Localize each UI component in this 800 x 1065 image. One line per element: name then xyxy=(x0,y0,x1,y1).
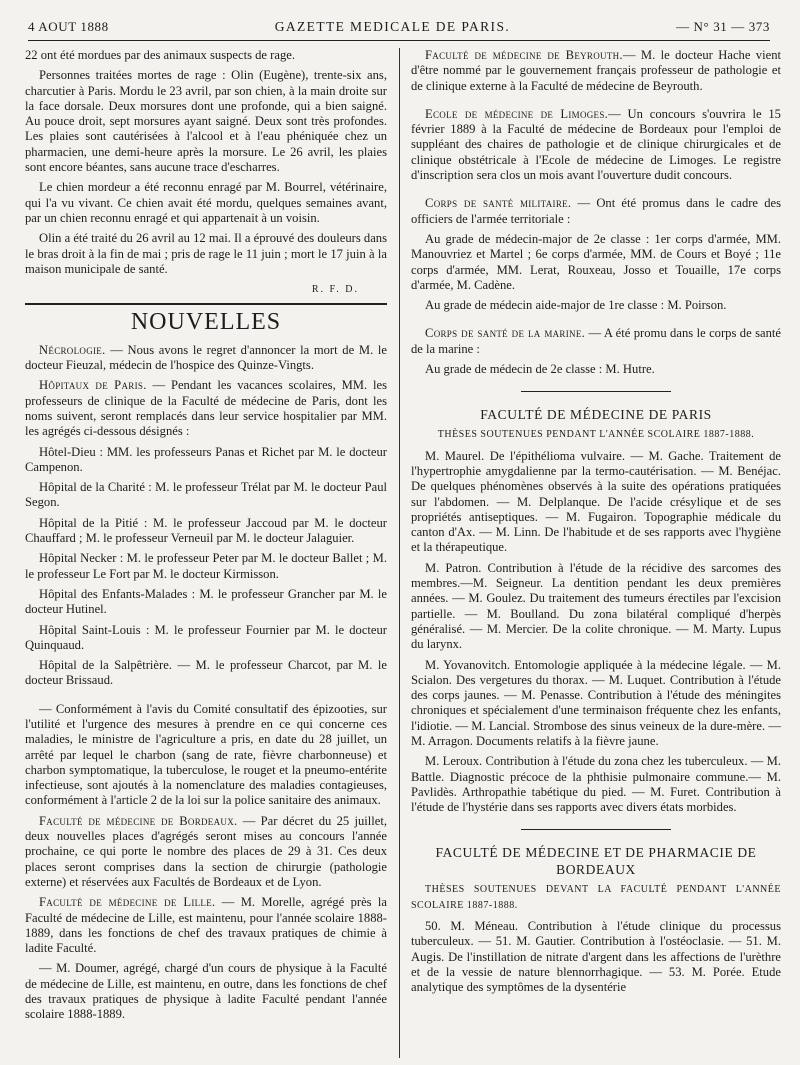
paris-thesis-paragraph: M. Patron. Contribution à l'étude de la récidive des sarcomes des membres.—M. Seigneur. La dentition pendant les deux premières années. — M. Goulez. Du traitement des tumeurs érectiles par l'excision partielle. — M. Boulland. Du zona bilatéral compliqué d'herpès généralisé. — M. Mercier. De la colite chronique. — M. Marty. Lupus du larynx. xyxy=(411,560,781,652)
militaire-label: Corps de santé militaire. xyxy=(425,196,572,211)
marine-text: — A été promu dans le corps de santé de la marine : xyxy=(411,326,781,356)
bordeaux-text: — Par décret du 25 juillet, deux nouvelles places d'agrégés seront mises au concours l'année prochaine, ce qui porte le nombre des places de 29 à 31. Ces deux places seront comprises dans la section de chirurgie (pathologie externe) et réservées aux Facultés de Bordeaux et de Lyon. xyxy=(25,813,387,889)
paris-thesis-paragraph: M. Leroux. Contribution à l'étude du zona chez les tuberculeux. — M. Battle. Diagnostic précoce de la phthisie pulmonaire commune.— M. Pavlidès. Arthropathie tabétique du pied. — M. Furet. Contribution à l'étude de l'hystérie dans ses rapports avec divers états morbides. xyxy=(411,754,781,815)
header-date: 4 AOUT 1888 xyxy=(28,19,109,34)
page-header xyxy=(28,14,770,41)
header-issue: — N° 31 — 373 xyxy=(676,19,770,34)
column-divider xyxy=(399,48,400,1058)
hopital-item: Hôpital de la Charité : M. le professeur Trélat par M. le docteur Paul Segon. xyxy=(25,480,387,510)
bordeaux-paragraph xyxy=(25,814,387,890)
lille-text: — M. Morelle, agrégé près la Faculté de médecine de Lille, est maintenu, pour l'année scolaire 1888-1889, dans les fonctions de chef des travaux pratiques de chimie à ladite Faculté. xyxy=(25,895,387,956)
paris-theses-title: FACULTÉ DE MÉDECINE DE PARIS xyxy=(480,407,712,423)
bordeaux-theses-subtitle: THÈSES SOUTENUES DEVANT LA FACULTÉ PENDANT L'ANNÉE SCOLAIRE 1887-1888. xyxy=(411,884,781,911)
hopitaux-paragraph xyxy=(25,378,387,439)
necrologie-paragraph xyxy=(25,343,387,374)
lille-label: Faculté de médecine de Lille. xyxy=(39,895,216,910)
hopital-item: Hôpital de la Salpêtrière. — M. le professeur Charcot, par M. le docteur Brissaud. xyxy=(25,658,387,688)
marine-paragraph xyxy=(411,326,781,357)
militaire-item: Au grade de médecin-major de 2e classe : 1er corps d'armée, MM. Manouvriez et Martel ; 6e corps d'armée, MM. de Cours et Boyé ; 11e corps d'armée, MM. Lerat, Rouxeau, Josso et Touaille, 17e corps d'armée, M. Cadène. xyxy=(411,231,781,292)
hopital-item: Hôpital Necker : M. le professeur Peter par M. le docteur Ballet ; M. le professeur Le Fort par M. le docteur Kirmisson. xyxy=(25,551,387,581)
right-column xyxy=(411,48,781,1058)
beyrouth-label: Faculté de médecine de Beyrouth. xyxy=(425,48,623,62)
beyrouth-paragraph xyxy=(411,48,781,94)
header-title: GAZETTE MEDICALE DE PARIS. xyxy=(274,19,511,34)
militaire-paragraph xyxy=(411,196,781,227)
beyrouth-text: — M. le docteur Hache vient d'être nommé par le gouvernement français professeur de pathologie et de clinique externe à la Faculté de médecine de Beyrouth. xyxy=(411,48,781,93)
paris-theses-subtitle: THÈSES SOUTENUES PENDANT L'ANNÉE SCOLAIRE 1887-1888. xyxy=(437,429,755,441)
hopital-item: Hôpital de la Pitié : M. le professeur Jaccoud par M. le docteur Chauffard ; M. le professeur Verneuil par M. le docteur Jalaguier. xyxy=(25,515,387,546)
hopitaux-text: — Pendant les vacances scolaires, MM. les professeurs de clinique de la Faculté de médecine de Paris, dont les noms suivent, seront remplacés dans leur service hospitalier par MM. les agrégés ci-dessous désignés : xyxy=(25,378,387,439)
necrologie-text: — Nous avons le regret d'annoncer la mort de M. le docteur Fieuzal, médecin de l'hospice des Quinze-Vingts. xyxy=(25,342,387,373)
section-rule xyxy=(521,391,671,392)
hopital-item: Hôpital Saint-Louis : M. le professeur Fournier par M. le docteur Quinquaud. xyxy=(25,622,387,652)
bordeaux-label: Faculté de médecine de Bordeaux. xyxy=(39,813,238,828)
comite-paragraph: — Conformément à l'avis du Comité consultatif des épizooties, sur l'utilité et l'urgence des mesures à prendre en ce qui concerne ces maladies, le ministre de l'agriculture a pris, en date du 28 juillet, un arrêté par lequel le charbon (sang de rate, fièvre charbonneuse) et charbon symptomatique, la tuberculose, le rouget et la pneumo-entérite infectieuse, sont ajoutés à la nomenclature des maladies contagieuses, conformément à l'article 2 de la loi sur la police sanitaire des animaux. xyxy=(25,701,387,808)
limoges-text: — Un concours s'ouvrira le 15 février 1889 à la Faculté de médecine de Bordeaux pour l'emploi de suppléant des chaires de pathologie et de clinique chirurgicales et de clinique obstétricale à l'Ecole de médecine de Limoges. Le registre d'inscription sera clos un mois avant l'ouverture dudit concours. xyxy=(411,106,781,183)
hopital-item: Hôpital des Enfants-Malades : M. le professeur Grancher par M. le docteur Hutinel. xyxy=(25,586,387,617)
doumer-paragraph: — M. Doumer, agrégé, chargé d'un cours de physique à la Faculté de médecine de Lille, est maintenu, en outre, dans les fonctions de chef des travaux pratiques de physique à ladite Faculté pendant l'année scolaire 1888-1889. xyxy=(25,961,387,1022)
militaire-text: — Ont été promus dans le cadre des officiers de l'armée territoriale : xyxy=(411,196,781,226)
rage-paragraph: Olin a été traité du 26 avril au 12 mai. Il a éprouvé des douleurs dans le bras droit à la fin de mai ; pris de rage le 11 juin ; mort le 17 juin à la maison municipale de santé. xyxy=(25,231,387,276)
rage-paragraph: 22 ont été mordues par des animaux suspects de rage. xyxy=(25,48,295,62)
left-column xyxy=(25,48,387,1058)
section-rule xyxy=(521,829,671,830)
hopitaux-label: Hôpitaux de Paris. xyxy=(39,378,147,393)
militaire-item: Au grade de médecin aide-major de 1re classe : M. Poirson. xyxy=(425,298,727,313)
limoges-paragraph xyxy=(411,107,781,183)
section-title: NOUVELLES xyxy=(130,309,282,336)
bordeaux-thesis-paragraph: 50. M. Méneau. Contribution à l'étude clinique du processus tuberculeux. — 51. M. Gautier. Contribution à l'ostéoclasie. — 51. M. Augis. De l'instillation de nitrate d'argent dans les affections de l'urèthre et de la vessie de nature blennorrhagique. — 53. M. Porée. Etude analytique des symptômes de la dysentérie xyxy=(411,919,781,995)
lille-paragraph xyxy=(25,895,387,956)
hopital-item: Hôtel-Dieu : MM. les professeurs Panas et Richet par M. le docteur Campenon. xyxy=(25,444,387,474)
marine-label: Corps de santé de la marine. xyxy=(425,326,586,341)
limoges-label: Ecole de médecine de Limoges. xyxy=(425,106,609,121)
paris-thesis-paragraph: M. Maurel. De l'épithélioma vulvaire. — M. Gache. Traitement de l'hypertrophie amygdalienne par la termo-cautérisation. — M. Benéjac. De quelques phénomènes observés à la suite des opérations pratiquées sur l'abdomen. — M. Delplanque. De l'acide crésylique et de ses propriétés antiseptiques. — M. Fugairon. Topographie médicale du canton d'Ax. — M. Linn. De l'habitude et de ses rapports avec l'hygiène et la thérapeutique. xyxy=(411,448,781,555)
rage-paragraph: Le chien mordeur a été reconnu enragé par M. Bourrel, vétérinaire, qui l'a vu vivant. Ce chien avait été mordu, quelques semaines avant, par un chien reconnu enragé et qui appartenait à un voisin. xyxy=(25,180,387,225)
signature: R. F. D. xyxy=(311,284,359,296)
marine-item: Au grade de médecin de 2e classe : M. Hutre. xyxy=(425,362,655,377)
bordeaux-theses-title: FACULTÉ DE MÉDECINE ET DE PHARMACIE DE BORDEAUX xyxy=(435,845,757,878)
paris-thesis-paragraph: M. Yovanovitch. Entomologie appliquée à la médecine légale. — M. Scialon. Des vergetures du thorax. — M. Luquet. Contribution à l'étude des corps jaunes. — M. Penasse. Contribution à l'étude des méningites chroniques et spécialement d'une terminaison fréquente chez les enfants, l'idiotie. — M. Lancial. Strombose des sinus veineux de la dure-mère. — M. Arragon. Documents relatifs à la fièvre jaune. xyxy=(411,657,781,748)
section-rule xyxy=(25,303,387,305)
rage-paragraph: Personnes traitées mortes de rage : Olin (Eugène), trente-six ans, charcutier à Paris. Mordu le 23 avril, par son chien, à la main droite sur la face dorsale. Deux morsures dont une profonde, qui a bien saigné. Au pouce droit, sept morsures ayant saigné. Deux sont très profondes. Les plaies sont cautérisées à l'alcool et à l'eau phéniquée chez un pharmacien, une demi-heure après la morsure. Le 26 avril, les plaies sont encore béantes, sans aucune trace d'escharres. xyxy=(25,68,387,175)
necrologie-label: Nécrologie. xyxy=(39,342,106,357)
